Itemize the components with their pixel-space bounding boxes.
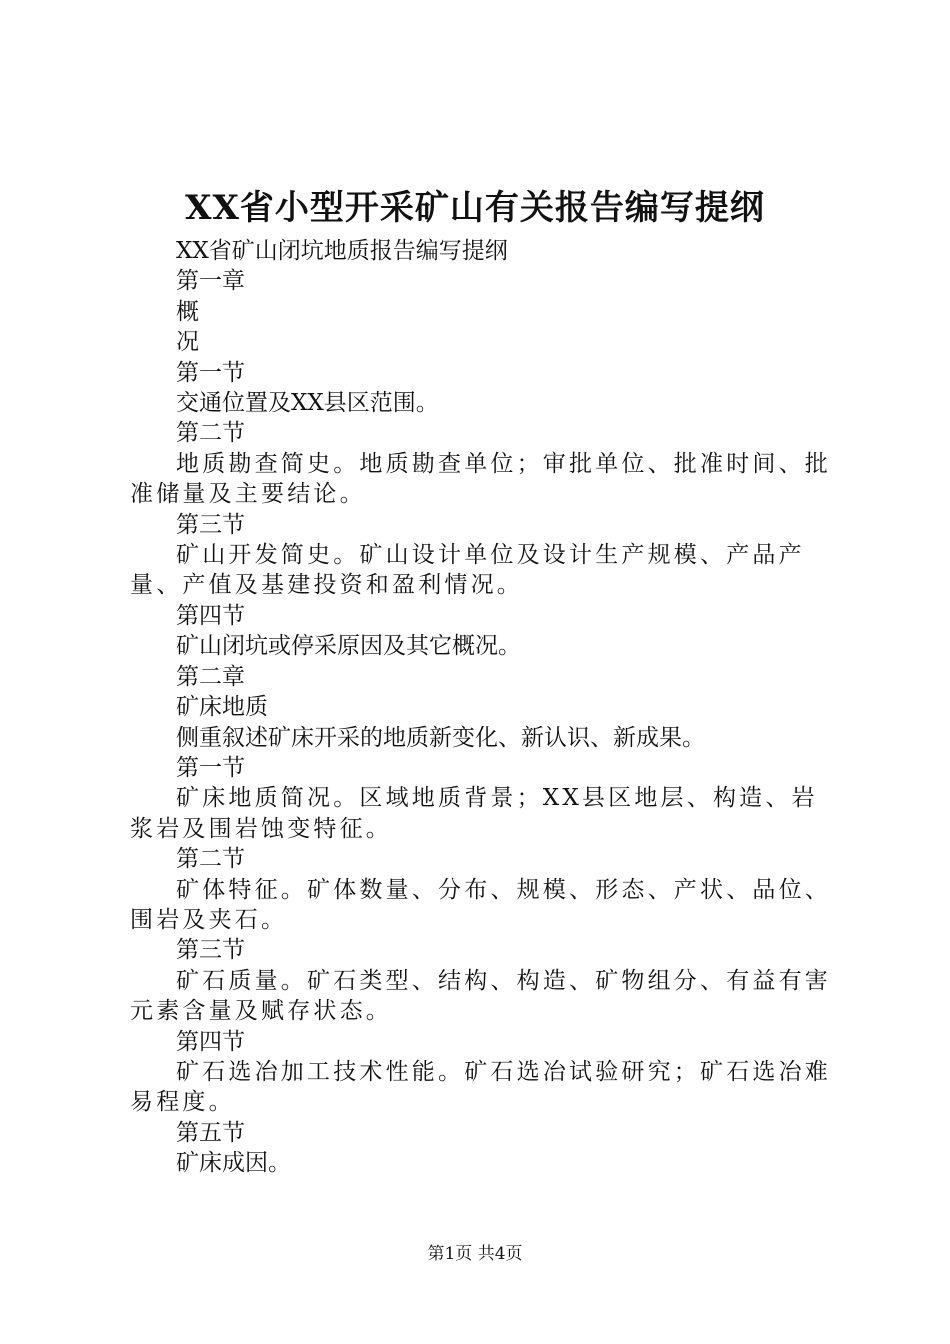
page-footer: 第1页 共4页 xyxy=(427,1244,523,1264)
paragraph: 第四节 xyxy=(176,602,245,629)
paragraph: 第三节 xyxy=(176,937,245,964)
paragraph: 侧重叙述矿床开采的地质新变化、新认识、新成果。 xyxy=(176,724,705,751)
paragraph: 交通位置及XX县区范围。 xyxy=(176,390,439,417)
paragraph: 矿山闭坑或停采原因及其它概况。 xyxy=(176,633,521,660)
paragraph: 矿石质量。矿石类型、结构、构造、矿物组分、有益有害元素含量及赋存状态。 xyxy=(130,967,831,1025)
paragraph: 矿床地质 xyxy=(176,694,268,721)
paragraph: 第三节 xyxy=(176,511,245,538)
paragraph: 概 xyxy=(176,298,199,325)
paragraph: 况 xyxy=(176,329,199,356)
paragraph: 第四节 xyxy=(176,1028,245,1055)
document-body xyxy=(130,236,842,1179)
paragraph: 矿山开发简史。矿山设计单位及设计生产规模、产品产量、产值及基建投资和盈利情况。 xyxy=(130,542,805,599)
paragraph: 第二节 xyxy=(176,846,245,873)
paragraph: 矿石选冶加工技术性能。矿石选冶试验研究；矿石选冶难易程度。 xyxy=(130,1058,831,1116)
paragraph: 矿体特征。矿体数量、分布、规模、形态、产状、品位、围岩及夹石。 xyxy=(130,876,831,933)
paragraph: 第五节 xyxy=(176,1119,245,1146)
paragraph: XX省矿山闭坑地质报告编写提纲 xyxy=(176,238,508,264)
paragraph: 第一节 xyxy=(176,359,245,386)
paragraph: 第二节 xyxy=(176,420,245,447)
paragraph: 矿床成因。 xyxy=(176,1150,291,1177)
paragraph: 第二章 xyxy=(176,663,245,690)
document-title: XX省小型开采矿山有关报告编写提纲 xyxy=(185,188,765,228)
paragraph: 第一章 xyxy=(176,268,245,295)
paragraph: 地质勘查简史。地质勘查单位；审批单位、批准时间、批准储量及主要结论。 xyxy=(130,450,831,508)
paragraph: 矿床地质简况。区域地质背景；XX县区地层、构造、岩浆岩及围岩蚀变特征。 xyxy=(130,785,818,842)
paragraph: 第一节 xyxy=(176,754,245,781)
